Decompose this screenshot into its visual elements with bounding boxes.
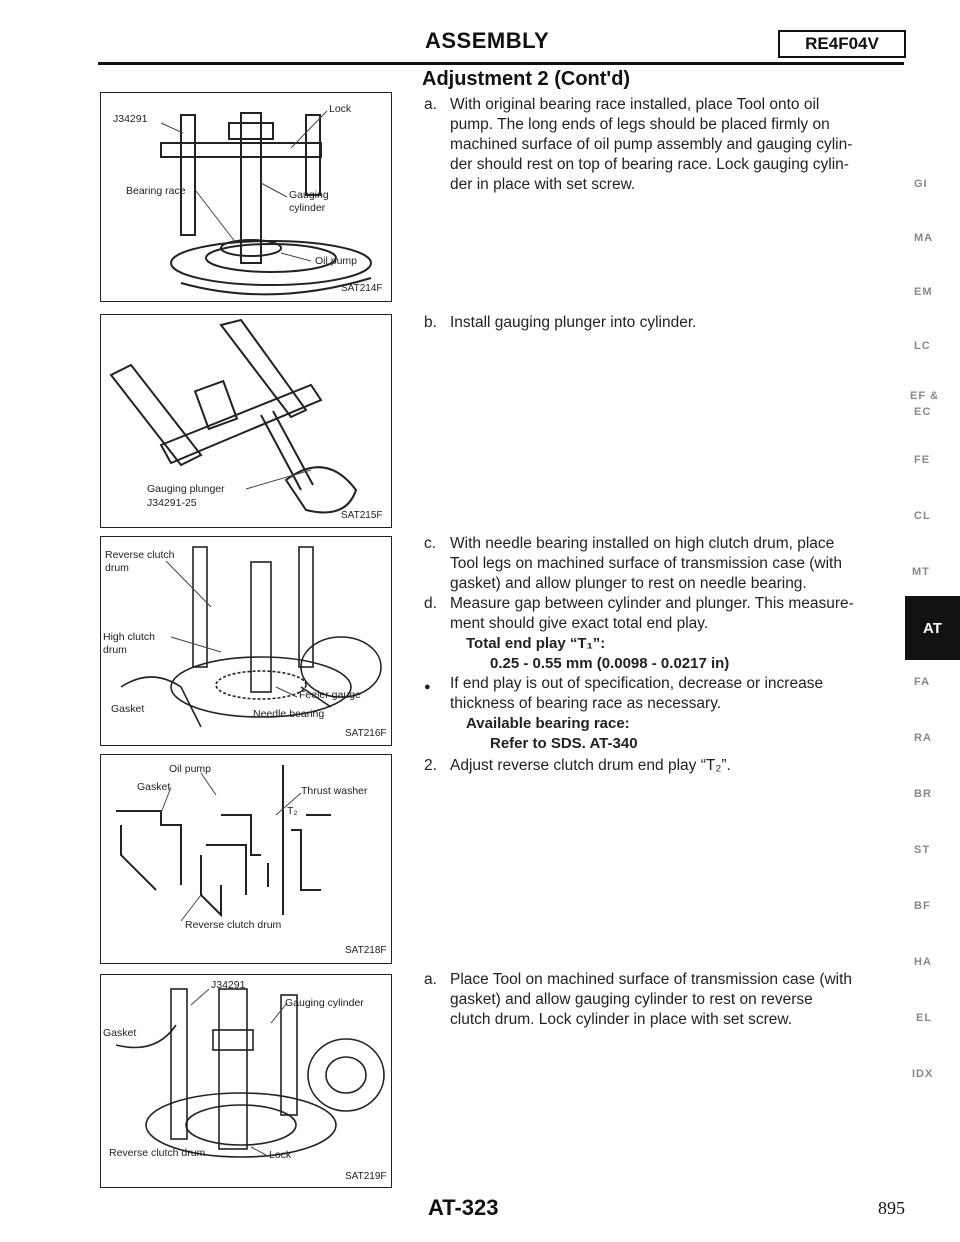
label-bearing-race: Bearing race [126,185,186,197]
label-drum: drum [105,562,129,574]
side-tab-at-active[interactable]: AT [905,596,960,660]
label-needle-bearing: Needle bearing [253,708,325,720]
label-high-clutch: High clutch [103,631,155,643]
page-title: ASSEMBLY [425,28,550,53]
side-tab-bf[interactable]: BF [914,900,931,912]
side-tab-ef[interactable]: EF & [910,390,940,402]
label-gasket: Gasket [137,781,171,793]
footer-page-code: AT-323 [428,1195,499,1220]
step-line: pump. The long ends of legs should be placed firmly on [450,116,830,133]
step-bullet [424,674,904,756]
label-gauging-plunger: Gauging plunger [147,483,225,495]
model-badge: RE4F04V [778,30,906,58]
step-line: Tool legs on machined surface of transmission case (with [450,555,842,572]
side-tab-ma[interactable]: MA [914,232,934,244]
side-tab-el[interactable]: EL [916,1012,933,1024]
label-reverse-clutch: Reverse clutch [105,549,175,561]
figure-code: SAT218F [345,945,387,956]
step-2 [424,756,904,778]
side-tab-lc[interactable]: LC [914,340,931,352]
label-lock: Lock [269,1149,292,1161]
step-marker: a. [424,96,437,113]
step-text [450,534,842,594]
label-thrust-washer: Thrust washer [301,785,368,797]
step-text [450,756,731,776]
step-b1 [424,313,904,335]
label-reverse-clutch-drum: Reverse clutch drum [185,919,282,931]
label-drum: drum [103,644,127,656]
spec-label: Available bearing race: [466,715,630,732]
label-j34291: J34291 [211,979,246,991]
label-oil-pump: Oil pump [169,763,212,775]
label-lock: Lock [329,103,352,115]
step-line: thickness of bearing race as necessary. [450,695,722,712]
header-rule [98,62,904,65]
side-tab-fa[interactable]: FA [914,676,931,688]
step-text [450,674,823,754]
side-tab-fe[interactable]: FE [914,454,931,466]
label-gauging: Gauging [289,189,329,201]
figure-sat215f [100,314,392,528]
section-subtitle: Adjustment 2 (Cont'd) [422,68,631,90]
page-number: 895 [878,1198,905,1218]
step-marker: a. [424,971,437,988]
step-text [450,594,854,674]
step-marker: c. [424,535,437,552]
step-line: ment should give exact total end play. [450,615,709,632]
side-tab-em[interactable]: EM [914,286,933,298]
figure-sat214f [100,92,392,302]
label-cylinder: cylinder [289,202,326,214]
label-j34291: J34291 [113,113,148,125]
label-plunger-number: J34291-25 [147,497,197,509]
figure-sat219f [100,974,392,1188]
label-oil-pump: Oil pump [315,255,358,267]
step-text [450,970,852,1030]
step-line: Place Tool on machined surface of transmission case (with [450,971,853,988]
label-t2: T₂ [287,805,298,817]
step-a2 [424,970,904,1032]
spec-value: 0.25 - 0.55 mm (0.0098 - 0.0217 in) [490,655,730,672]
step-d1 [424,594,904,676]
figure-code: SAT214F [341,283,383,294]
step-line: machined surface of oil pump assembly and gauging cylin- [450,136,853,153]
side-tab-idx[interactable]: IDX [912,1068,934,1080]
step-marker: b. [424,314,437,331]
step-line: Install gauging plunger into cylinder. [450,314,697,331]
step-marker: 2. [424,757,437,774]
step-line: With original bearing race installed, place Tool onto oil [450,96,820,113]
step-marker: d. [424,595,437,612]
side-tab-gi[interactable]: GI [914,178,928,190]
side-tab-st[interactable]: ST [914,844,931,856]
step-a1 [424,95,904,205]
figure-sat218f [100,754,392,964]
spec-value: Refer to SDS. AT-340 [490,735,638,752]
spec-label: Total end play “T₁”: [466,635,606,652]
step-text [450,95,852,195]
step-line: der in place with set screw. [450,176,636,193]
step-text [450,313,696,333]
label-feeler-gauge: Feeler gauge [299,689,361,701]
figure-sat215f-drawing [101,315,391,527]
step-line: der should rest on top of bearing race. Lock gauging cylin- [450,156,849,173]
label-gasket: Gasket [103,1027,137,1039]
step-line: If end play is out of specification, decrease or increase [450,675,824,692]
figure-code: SAT219F [345,1171,387,1182]
label-gauging-cylinder: Gauging cylinder [285,997,364,1009]
side-tab-ra[interactable]: RA [914,732,932,744]
label-gasket: Gasket [111,703,145,715]
side-tab-ha[interactable]: HA [914,956,932,968]
step-line: Adjust reverse clutch drum end play “T₂”. [450,757,731,774]
step-line: clutch drum. Lock cylinder in place with set screw. [450,1011,792,1028]
bullet-marker: ● [424,681,431,693]
step-line: With needle bearing installed on high clutch drum, place [450,535,835,552]
side-tab-mt[interactable]: MT [912,566,930,578]
side-tab-br[interactable]: BR [914,788,932,800]
figure-sat216f [100,536,392,746]
step-line: gasket) and allow gauging cylinder to rest on reverse [450,991,813,1008]
figure-code: SAT216F [345,728,387,739]
side-tab-ec[interactable]: EC [914,406,932,418]
step-line: gasket) and allow plunger to rest on needle bearing. [450,575,807,592]
step-line: Measure gap between cylinder and plunger. This measure- [450,595,854,612]
figure-code: SAT215F [341,510,383,521]
side-tab-cl[interactable]: CL [914,510,931,522]
label-reverse-clutch-drum: Reverse clutch drum [109,1147,206,1159]
step-c1 [424,534,904,596]
